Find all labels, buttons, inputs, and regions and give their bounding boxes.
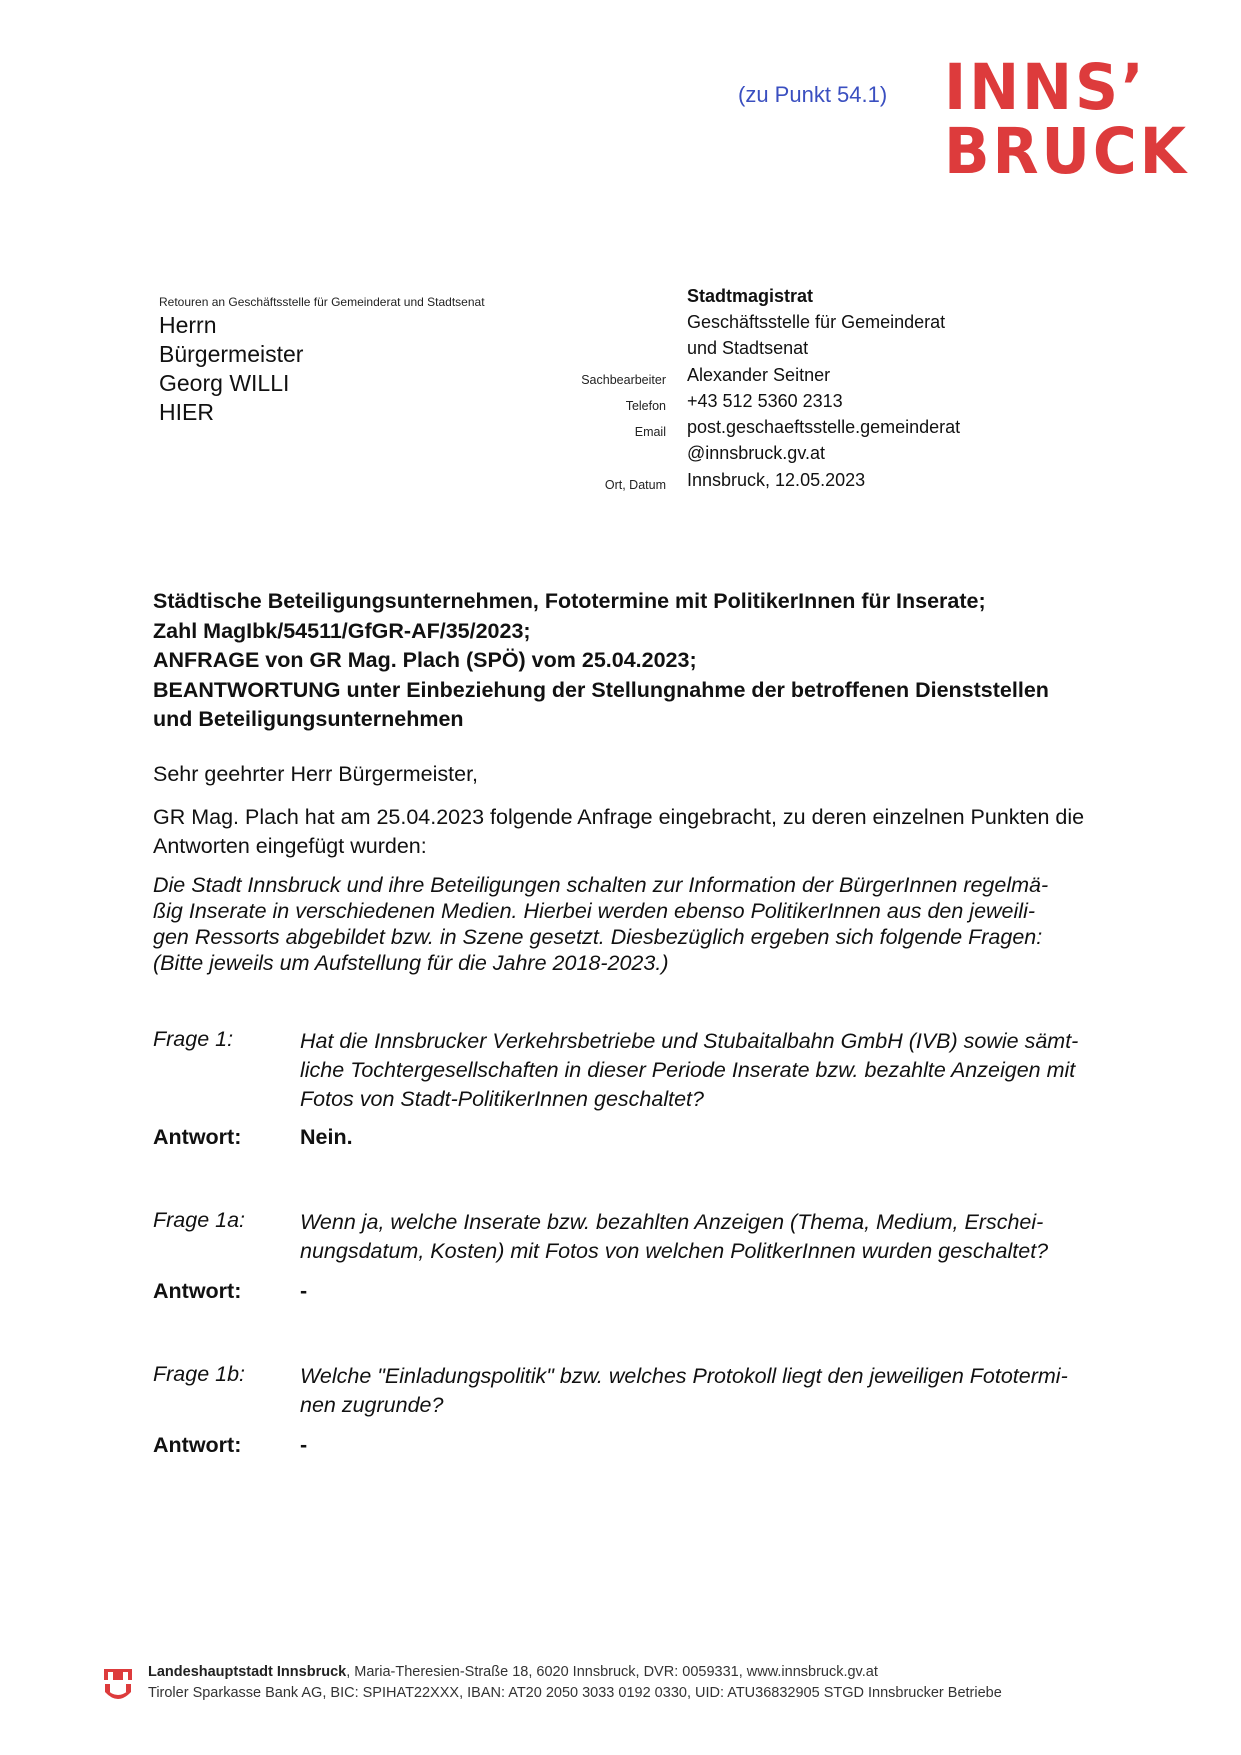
innsbruck-logo bbox=[944, 51, 1190, 188]
question-line: nen zugrunde? bbox=[300, 1393, 444, 1417]
sender-dept: und Stadtsenat bbox=[687, 338, 809, 358]
sender-dept: Geschäftsstelle für Gemeinderat bbox=[687, 312, 946, 332]
inquiry-preamble bbox=[153, 872, 1143, 976]
subject-line: und Beteiligungsunternehmen bbox=[153, 707, 464, 731]
answer-label: Antwort: bbox=[153, 1125, 242, 1149]
logo-line-2: BRUCK bbox=[944, 115, 1189, 188]
place-date: Innsbruck, 12.05.2023 bbox=[687, 470, 866, 490]
question-text bbox=[300, 1208, 1143, 1266]
footer-org-name: Landeshauptstadt Innsbruck bbox=[148, 1664, 347, 1680]
question-line: liche Tochtergesellschaften in dieser Periode Inserate bzw. bezahlte Anzeigen mit bbox=[300, 1058, 1076, 1082]
city-crest-icon bbox=[103, 1668, 133, 1704]
subject-line: Zahl MagIbk/54511/GfGR-AF/35/2023; bbox=[153, 618, 531, 643]
address-line: HIER bbox=[159, 399, 214, 425]
question-line: Wenn ja, welche Inserate bzw. bezahlten Anzeigen (Thema, Medium, Erschei- bbox=[300, 1210, 1044, 1234]
question-line: Welche "Einladungspolitik" bzw. welches Protokoll liegt den jeweiligen Fototermi- bbox=[300, 1364, 1068, 1388]
question-text bbox=[300, 1027, 1143, 1114]
reference-note: (zu Punkt 54.1) bbox=[738, 82, 888, 107]
subject bbox=[153, 587, 1113, 735]
preamble-line: ßig Inserate in verschiedenen Medien. Hierbei werden ebenso PolitikerInnen aus den jeweili- bbox=[153, 899, 1036, 923]
logo-line-1: INNS’ bbox=[944, 51, 1147, 124]
address-line: Bürgermeister bbox=[159, 341, 304, 367]
returns-note: Retouren an Geschäftsstelle für Gemeinderat und Stadtsenat bbox=[159, 295, 485, 309]
question-line: nungsdatum, Kosten) mit Fotos von welchen PolitkerInnen wurden geschaltet? bbox=[300, 1239, 1049, 1263]
footer-bank: Tiroler Sparkasse Bank AG, BIC: SPIHAT22XXX, IBAN: AT20 2050 3033 0192 0330, UID: ATU36832905 STGD Innsbrucker Betriebe bbox=[148, 1685, 1002, 1701]
answer-label: Antwort: bbox=[153, 1433, 242, 1457]
question-line: Fotos von Stadt-PolitikerInnen geschaltet? bbox=[300, 1087, 704, 1111]
subject-line: ANFRAGE von GR Mag. Plach (SPÖ) vom 25.04.2023; bbox=[153, 648, 697, 672]
footer-address bbox=[148, 1664, 878, 1680]
subject-line: Städtische Beteiligungsunternehmen, Fototermine mit PolitikerInnen für Inserate; bbox=[153, 589, 986, 613]
answer-text: - bbox=[300, 1433, 308, 1457]
address-line: Herrn bbox=[159, 312, 217, 338]
preamble-line: Die Stadt Innsbruck und ihre Beteiligungen schalten zur Information der BürgerInnen regelmä- bbox=[153, 873, 1049, 897]
preamble-line: gen Ressorts abgebildet bzw. in Szene gesetzt. Diesbezüglich ergeben sich folgende Fragen: bbox=[153, 925, 1043, 949]
clerk-label: Sachbearbeiter bbox=[581, 373, 666, 387]
subject-line: BEANTWORTUNG unter Einbeziehung der Stellungnahme der betroffenen Dienststellen bbox=[153, 677, 1049, 702]
email-label: Email bbox=[634, 425, 666, 439]
place-date-label: Ort, Datum bbox=[604, 478, 666, 492]
phone-label: Telefon bbox=[625, 399, 666, 413]
answer-label: Antwort: bbox=[153, 1279, 242, 1303]
answer-text: Nein. bbox=[300, 1125, 353, 1149]
greeting: Sehr geehrter Herr Bürgermeister, bbox=[153, 762, 479, 786]
sender-org: Stadtmagistrat bbox=[687, 286, 814, 306]
answer-text: - bbox=[300, 1279, 308, 1303]
preamble-line: (Bitte jeweils um Aufstellung für die Jahre 2018-2023.) bbox=[153, 951, 669, 975]
intro-paragraph: GR Mag. Plach hat am 25.04.2023 folgende Anfrage eingebracht, zu deren einzelnen Punkten die Antworten eingefügt wurden: bbox=[153, 805, 1085, 858]
question-label: Frage 1a: bbox=[153, 1208, 246, 1232]
email-address: post.geschaeftsstelle.gemeinderat bbox=[687, 417, 961, 437]
phone-number: +43 512 5360 2313 bbox=[687, 391, 843, 411]
email-address: @innsbruck.gv.at bbox=[687, 443, 825, 463]
address-line: Georg WILLI bbox=[159, 370, 290, 396]
question-line: Hat die Innsbrucker Verkehrsbetriebe und Stubaitalbahn GmbH (IVB) sowie sämt- bbox=[300, 1029, 1079, 1053]
clerk-name: Alexander Seitner bbox=[687, 365, 831, 385]
question-text bbox=[300, 1362, 1143, 1420]
question-label: Frage 1b: bbox=[153, 1362, 246, 1386]
footer-address-rest: , Maria-Theresien-Straße 18, 6020 Innsbruck, DVR: 0059331, www.innsbruck.gv.at bbox=[346, 1664, 878, 1680]
question-label: Frage 1: bbox=[153, 1027, 234, 1051]
